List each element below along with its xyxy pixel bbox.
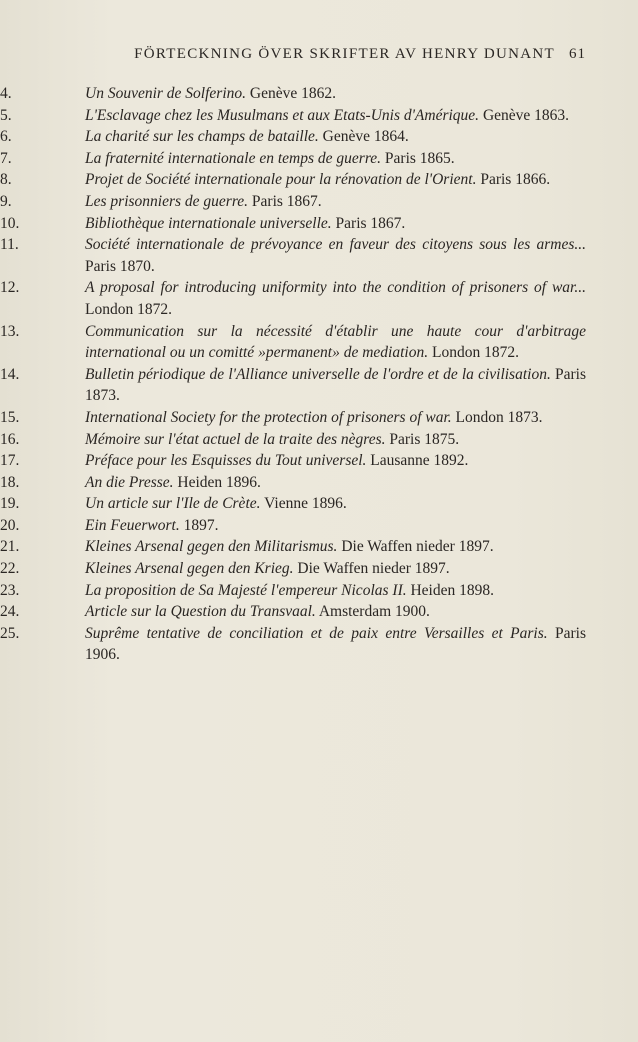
entry-title: Société internationale de prévoyance en faveur des citoyens sous les armes...	[85, 236, 586, 254]
entry-publication: Die Waffen nieder 1897.	[341, 538, 494, 556]
entry-title: Un Souvenir de Solferino.	[85, 85, 247, 102]
entry-title: Ein Feuerwort.	[85, 516, 180, 534]
entry-number: 20.	[0, 516, 20, 534]
bibliography-entry	[0, 169, 638, 191]
entry-title: Projet de Société internationale pour la rénovation de l'Orient.	[85, 171, 477, 189]
bibliography-entry	[0, 450, 638, 472]
entry-number: 22.	[0, 560, 20, 578]
running-head-title: FÖRTECKNING ÖVER SKRIFTER AV HENRY DUNANT	[134, 46, 555, 62]
entry-number: 10.	[0, 214, 20, 232]
bibliography-entry	[0, 321, 638, 364]
bibliography-entry	[0, 580, 638, 602]
bibliography-entry	[0, 536, 638, 558]
entry-number: 16.	[0, 430, 20, 448]
entry-publication: Die Waffen nieder 1897.	[297, 560, 450, 578]
bibliography-entry	[0, 429, 638, 451]
bibliography-entry	[0, 234, 638, 277]
entry-title: Bibliothèque internationale universelle.	[85, 214, 332, 232]
entry-publication: Paris 1875.	[389, 430, 460, 448]
entry-title: Kleines Arsenal gegen den Militarismus.	[85, 538, 338, 556]
bibliography-entry	[0, 83, 638, 105]
entry-number: 9.	[0, 192, 12, 210]
entry-number: 7.	[0, 149, 12, 167]
entry-publication: Paris 1870.	[85, 257, 155, 275]
entry-number: 23.	[0, 581, 20, 599]
entry-publication: London 1872.	[431, 344, 519, 362]
bibliography-entry	[0, 364, 638, 407]
bibliography-entry	[0, 623, 638, 666]
entry-publication: Genève 1862.	[249, 85, 336, 102]
entry-publication: Heiden 1898.	[410, 581, 494, 599]
entry-number: 18.	[0, 473, 20, 491]
bibliography-entry	[0, 213, 638, 235]
entry-title: La proposition de Sa Majesté l'empereur Nicolas II.	[85, 581, 407, 599]
entry-number: 25.	[0, 624, 20, 642]
entry-title: La fraternité internationale en temps de guerre.	[85, 149, 382, 167]
entry-publication: London 1873.	[455, 408, 543, 426]
entry-publication: 1897.	[183, 516, 219, 534]
entry-title: Un article sur l'Ile de Crète.	[85, 495, 261, 513]
entry-publication: Paris 1906.	[85, 624, 587, 664]
entry-number: 5.	[0, 106, 12, 124]
entry-title: An die Presse.	[85, 473, 174, 491]
bibliography-entry	[0, 515, 638, 537]
entry-publication: Paris 1873.	[85, 365, 586, 405]
entry-publication: Heiden 1896.	[177, 473, 261, 491]
bibliography-entry	[0, 472, 638, 494]
bibliography-entry	[0, 148, 638, 170]
entry-number: 15.	[0, 408, 20, 426]
page-number: 61	[569, 46, 586, 62]
entry-number: 19.	[0, 495, 20, 513]
entry-number: 17.	[0, 452, 20, 470]
entry-number: 24.	[0, 603, 20, 621]
entry-publication: Lausanne 1892.	[370, 452, 469, 470]
entry-title: Communication sur la nécessité d'établir une haute cour d'arbitrage international ou un comitté »permanent» de mediation.	[85, 322, 586, 362]
entry-publication: Genève 1863.	[482, 106, 570, 124]
entry-title: Kleines Arsenal gegen den Krieg.	[85, 560, 294, 578]
entry-number: 11.	[0, 236, 19, 254]
entry-title: Préface pour les Esquisses du Tout universel.	[85, 452, 367, 470]
bibliography-entry	[0, 407, 638, 429]
entry-title: Article sur la Question du Transvaal.	[85, 603, 316, 621]
entry-title: Bulletin périodique de l'Alliance universelle de l'ordre et de la civilisation.	[85, 365, 551, 383]
entry-publication: Genève 1864.	[322, 128, 409, 146]
entry-title: L'Esclavage chez les Musulmans et aux Etats-Unis d'Amérique.	[85, 106, 480, 124]
entry-title: Suprême tentative de conciliation et de paix entre Versailles et Paris.	[85, 624, 548, 642]
entry-title: A proposal for introducing uniformity into the condition of prisoners of war...	[85, 279, 586, 297]
entry-publication: London 1872.	[85, 300, 172, 318]
bibliography-entry	[0, 601, 638, 623]
entry-number: 6.	[0, 128, 12, 146]
bibliography-list	[0, 83, 638, 666]
entry-publication: Vienne 1896.	[264, 495, 347, 513]
running-head	[92, 46, 586, 63]
bibliography-entry	[0, 558, 638, 580]
entry-number: 13.	[0, 322, 20, 340]
entry-number: 14.	[0, 365, 20, 383]
entry-publication: Paris 1865.	[384, 149, 455, 167]
entry-title: International Society for the protection of prisoners of war.	[85, 408, 452, 426]
entry-title: La charité sur les champs de bataille.	[85, 128, 319, 146]
bibliography-entry	[0, 126, 638, 148]
entry-number: 4.	[0, 85, 12, 102]
bibliography-entry	[0, 493, 638, 515]
bibliography-entry	[0, 191, 638, 213]
entry-publication: Paris 1866.	[480, 171, 551, 189]
entry-number: 21.	[0, 538, 20, 556]
entry-publication: Amsterdam 1900.	[318, 603, 430, 621]
bibliography-entry	[0, 105, 638, 127]
entry-title: Mémoire sur l'état actuel de la traite des nègres.	[85, 430, 386, 448]
entry-title: Les prisonniers de guerre.	[85, 192, 249, 210]
entry-number: 12.	[0, 279, 20, 297]
entry-number: 8.	[0, 171, 12, 189]
entry-publication: Paris 1867.	[251, 192, 322, 210]
bibliography-entry	[0, 277, 638, 320]
entry-publication: Paris 1867.	[335, 214, 406, 232]
